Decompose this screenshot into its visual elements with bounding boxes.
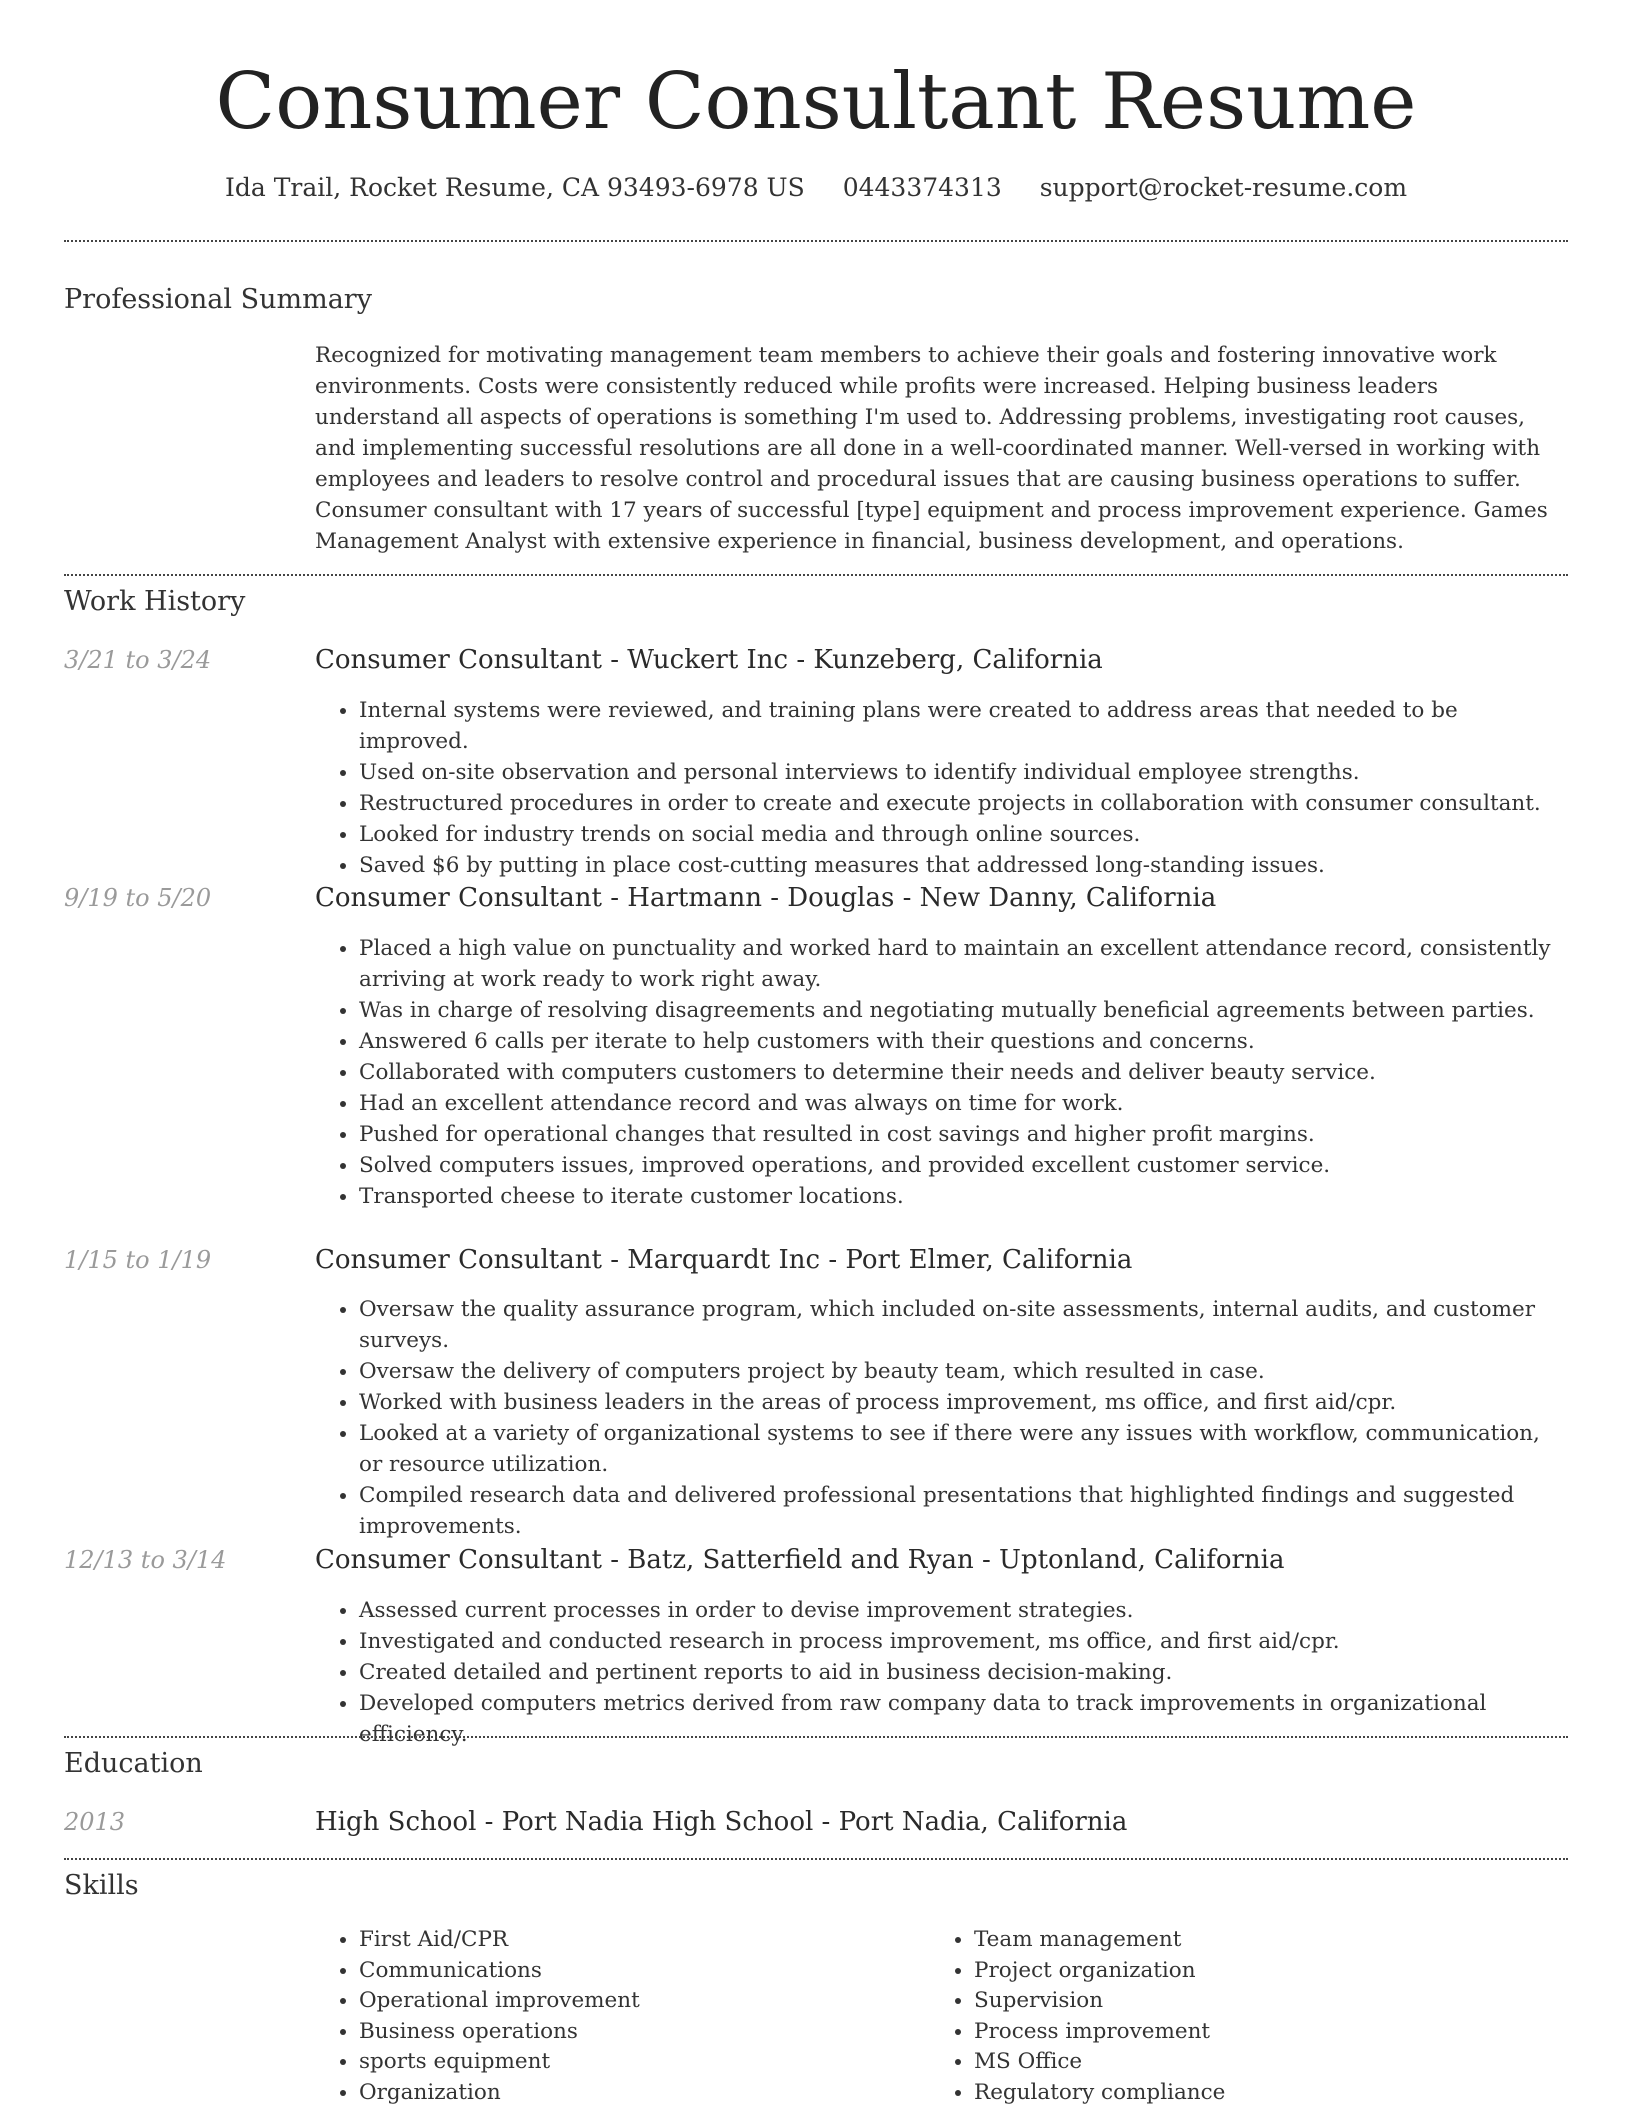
- contact-email: support@rocket-resume.com: [1039, 173, 1408, 202]
- divider: [64, 1736, 1568, 1738]
- list-item: • Oversaw the quality assurance program, which included on-site assessments, internal audits, and customer surveys.: [359, 1294, 1565, 1356]
- section-title-work-history: Work History: [64, 586, 246, 617]
- list-item: • Supervision: [974, 1986, 1534, 2017]
- job-title: Consumer Consultant - Hartmann - Douglas - New Danny, California: [315, 883, 1217, 913]
- education-entry: High School - Port Nadia High School - Port Nadia, California: [315, 1807, 1128, 1837]
- list-item: • MS Office: [974, 2047, 1534, 2078]
- section-title-education: Education: [64, 1748, 203, 1779]
- contact-phone: 0443374313: [842, 173, 1002, 202]
- list-item: • Placed a high value on punctuality and worked hard to maintain an excellent attendance record, consistently arriving at work ready to work right away.: [359, 933, 1565, 995]
- job-dates: 12/13 to 3/14: [64, 1546, 227, 1574]
- list-item: • Oversaw the delivery of computers project by beauty team, which resulted in case.: [359, 1356, 1565, 1387]
- job-dates: 3/21 to 3/24: [64, 646, 212, 674]
- list-item: • Organization: [359, 2078, 919, 2109]
- list-item: • Created detailed and pertinent reports to aid in business decision-making.: [359, 1657, 1565, 1688]
- list-item: • sports equipment: [359, 2047, 919, 2078]
- job-title: Consumer Consultant - Batz, Satterfield and Ryan - Uptonland, California: [315, 1545, 1285, 1575]
- job-title: Consumer Consultant - Wuckert Inc - Kunzeberg, California: [315, 645, 1103, 675]
- summary-text: Recognized for motivating management team members to achieve their goals and fostering innovative work environments. Costs were consistently reduced while profits were increased. Helping business leaders understand all aspects of operations is something I'm used to. Addressing problems, investigating root causes, and implementing successful resolutions are all done in a well-coordinated manner. Well-versed in working with employees and leaders to resolve control and procedural issues that are causing business operations to suffer. Consumer consultant with 17 years of successful [type] equipment and process improvement experience. Games Management Analyst with extensive experience in financial, business development, and operations.: [315, 343, 1548, 554]
- list-item: • Developed computers metrics derived from raw company data to track improvements in organizational efficiency.: [359, 1688, 1565, 1750]
- list-item: • Investigated and conducted research in process improvement, ms office, and first aid/cpr.: [359, 1626, 1565, 1657]
- list-item: • Restructured procedures in order to create and execute projects in collaboration with consumer consultant.: [359, 788, 1565, 819]
- section-title-skills: Skills: [64, 1870, 139, 1901]
- list-item: • Internal systems were reviewed, and training plans were created to address areas that needed to be improved.: [359, 695, 1565, 757]
- divider: [64, 1858, 1568, 1860]
- resume-title: Consumer Consultant Resume: [215, 57, 1417, 147]
- list-item: • Looked for industry trends on social media and through online sources.: [359, 819, 1565, 850]
- section-title-summary: Professional Summary: [64, 284, 372, 315]
- list-item: • Collaborated with computers customers to determine their needs and deliver beauty service.: [359, 1057, 1565, 1088]
- list-item: • Team management: [974, 1925, 1534, 1956]
- list-item: • Assessed current processes in order to devise improvement strategies.: [359, 1595, 1565, 1626]
- list-item: • Project organization: [974, 1956, 1534, 1987]
- list-item: • Solved computers issues, improved operations, and provided excellent customer service.: [359, 1150, 1565, 1181]
- list-item: • Had an excellent attendance record and was always on time for work.: [359, 1088, 1565, 1119]
- list-item: • Operational improvement: [359, 1986, 919, 2017]
- job-bullets: [315, 695, 1565, 881]
- list-item: • First Aid/CPR: [359, 1925, 919, 1956]
- list-item: • Saved $6 by putting in place cost-cutting measures that addressed long-standing issues.: [359, 850, 1565, 881]
- contact-address: Ida Trail, Rocket Resume, CA 93493-6978 US: [224, 173, 805, 202]
- list-item: • Transported cheese to iterate customer locations.: [359, 1181, 1565, 1212]
- skills-list-left: [315, 1925, 919, 2108]
- job-bullets: [315, 1595, 1565, 1750]
- list-item: • Used on-site observation and personal interviews to identify individual employee strengths.: [359, 757, 1565, 788]
- divider: [64, 240, 1568, 242]
- job-title: Consumer Consultant - Marquardt Inc - Port Elmer, California: [315, 1245, 1133, 1275]
- list-item: • Process improvement: [974, 2017, 1534, 2048]
- education-date: 2013: [64, 1808, 126, 1836]
- list-item: • Answered 6 calls per iterate to help customers with their questions and concerns.: [359, 1026, 1565, 1057]
- job-dates: 9/19 to 5/20: [64, 884, 212, 912]
- job-dates: 1/15 to 1/19: [64, 1246, 212, 1274]
- list-item: • Worked with business leaders in the areas of process improvement, ms office, and first aid/cpr.: [359, 1387, 1565, 1418]
- job-bullets: [315, 933, 1565, 1212]
- list-item: • Business operations: [359, 2017, 919, 2048]
- job-bullets: [315, 1294, 1565, 1542]
- list-item: • Pushed for operational changes that resulted in cost savings and higher profit margins.: [359, 1119, 1565, 1150]
- list-item: • Was in charge of resolving disagreements and negotiating mutually beneficial agreements between parties.: [359, 995, 1565, 1026]
- divider: [64, 574, 1568, 576]
- list-item: • Communications: [359, 1956, 919, 1987]
- contact-line: [0, 170, 1632, 206]
- list-item: • Compiled research data and delivered professional presentations that highlighted findings and suggested improvements.: [359, 1480, 1565, 1542]
- skills-list-right: [930, 1925, 1534, 2108]
- list-item: • Regulatory compliance: [974, 2078, 1534, 2109]
- list-item: • Looked at a variety of organizational systems to see if there were any issues with workflow, communication, or resource utilization.: [359, 1418, 1565, 1480]
